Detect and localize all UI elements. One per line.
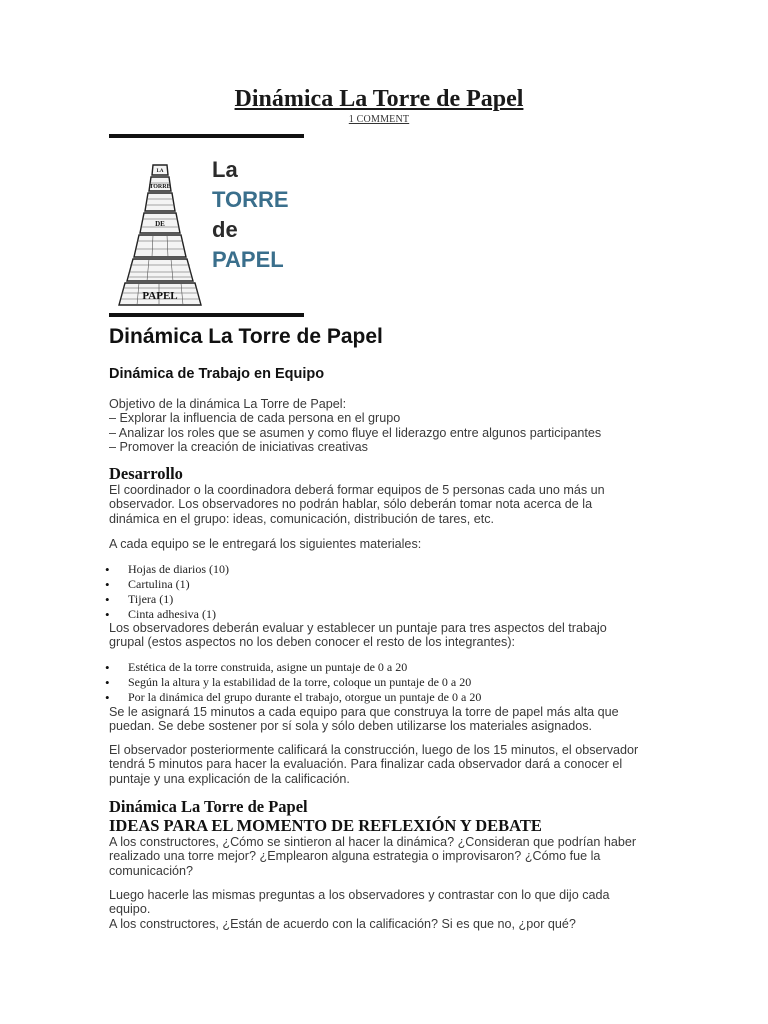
paragraph-line: equipo. [109, 902, 151, 917]
objectives-line: – Promover la creación de iniciativas creativas [109, 440, 368, 455]
list-item: • Cinta adhesiva (1) [109, 607, 229, 622]
logo-word-la: La [212, 157, 238, 182]
paragraph-line: Los observadores deberán evaluar y establecer un puntaje para tres aspectos del trabajo [109, 621, 607, 635]
section2-heading: Dinámica La Torre de Papel [109, 797, 308, 816]
objectives-line: Objetivo de la dinámica La Torre de Papel: [109, 397, 347, 411]
tower-label-torre: TORRE [149, 184, 171, 190]
objectives-line: – Analizar los roles que se asumen y como fluye el liderazgo entre algunos participantes [109, 425, 602, 440]
paragraph-line: Se le asignará 15 minutos a cada equipo para que construya la torre de papel más alta que [109, 705, 619, 719]
desarrollo-paragraph [109, 483, 649, 526]
torre-de-papel-logo [109, 145, 304, 313]
list-item: • Cartulina (1) [109, 577, 229, 592]
desarrollo-heading: Desarrollo [109, 464, 183, 483]
paragraph-line: observador. Los observadores no podrán hablar, sólo deberán tomar nota acerca de la [109, 497, 593, 512]
logo-word-papel: PAPEL [212, 247, 284, 272]
paragraph-line: Luego hacerle las mismas preguntas a los observadores y contrastar con lo que dijo cada [109, 888, 610, 902]
comments-link[interactable]: 1 COMMENT [348, 114, 410, 125]
paragraph-line: comunicación? [109, 863, 194, 878]
evaluation-paragraph [109, 743, 649, 786]
section2-subheading: IDEAS PARA EL MOMENTO DE REFLEXIÓN Y DEBATE [109, 816, 542, 835]
tower-label-la: LA [156, 169, 164, 174]
paragraph-line: El coordinador o la coordinadora deberá formar equipos de 5 personas cada uno más un [109, 483, 605, 497]
paragraph-line: dinámica en el grupo: ideas, comunicación, distribución de tares, etc. [109, 511, 495, 526]
paragraph-line: puedan. Se debe sostener por sí sola y sólo deben utilizarse los materiales asignados. [109, 719, 593, 734]
observers-paragraph [109, 621, 649, 650]
question1-paragraph [109, 835, 649, 878]
article-subheading: Dinámica de Trabajo en Equipo [109, 366, 325, 382]
paragraph-line: realizado una torre mejor? ¿Emplearon alguna estrategia o improvisaron? ¿Cómo fue la [109, 849, 601, 864]
time-paragraph [109, 705, 649, 734]
tower-label-de: DE [155, 220, 165, 228]
paragraph-line: A los constructores, ¿Están de acuerdo con la calificación? Si es que no, ¿por qué? [109, 916, 576, 931]
question2-paragraph [109, 888, 649, 931]
list-item: • Por la dinámica del grupo durante el trabajo, otorgue un puntaje de 0 a 20 [109, 690, 481, 705]
paragraph-line: tendrá 5 minutos para hacer la evaluación. Para finalizar cada observador dará a conocer el [109, 757, 623, 772]
list-item: • Estética de la torre construida, asigne un puntaje de 0 a 20 [109, 660, 481, 675]
logo-word-de: de [212, 217, 238, 242]
bottom-divider [109, 313, 304, 317]
list-item: • Tijera (1) [109, 592, 229, 607]
criteria-list [109, 660, 481, 705]
materials-list [109, 562, 229, 622]
objectives-line: – Explorar la influencia de cada persona en el grupo [109, 411, 401, 426]
page-title: Dinámica La Torre de Papel [234, 86, 524, 112]
tower-label-papel: PAPEL [142, 290, 178, 302]
article-heading: Dinámica La Torre de Papel [109, 325, 383, 348]
objectives-block [109, 397, 649, 455]
list-item: • Hojas de diarios (10) [109, 562, 229, 577]
list-item: • Según la altura y la estabilidad de la torre, coloque un puntaje de 0 a 20 [109, 675, 481, 690]
top-divider [109, 134, 304, 138]
paragraph-line: A los constructores, ¿Cómo se sintieron al hacer la dinámica? ¿Consideran que podrían haber [109, 835, 637, 849]
paragraph-line: grupal (estos aspectos no los deben conocer el resto de los integrantes): [109, 635, 516, 650]
paragraph-line: El observador posteriormente calificará la construcción, luego de los 15 minutos, el observador [109, 743, 639, 757]
logo-word-torre: TORRE [212, 187, 289, 212]
materials-intro: A cada equipo se le entregará los siguientes materiales: [109, 537, 422, 551]
paragraph-line: puntaje y una explicación de la calificación. [109, 771, 350, 786]
